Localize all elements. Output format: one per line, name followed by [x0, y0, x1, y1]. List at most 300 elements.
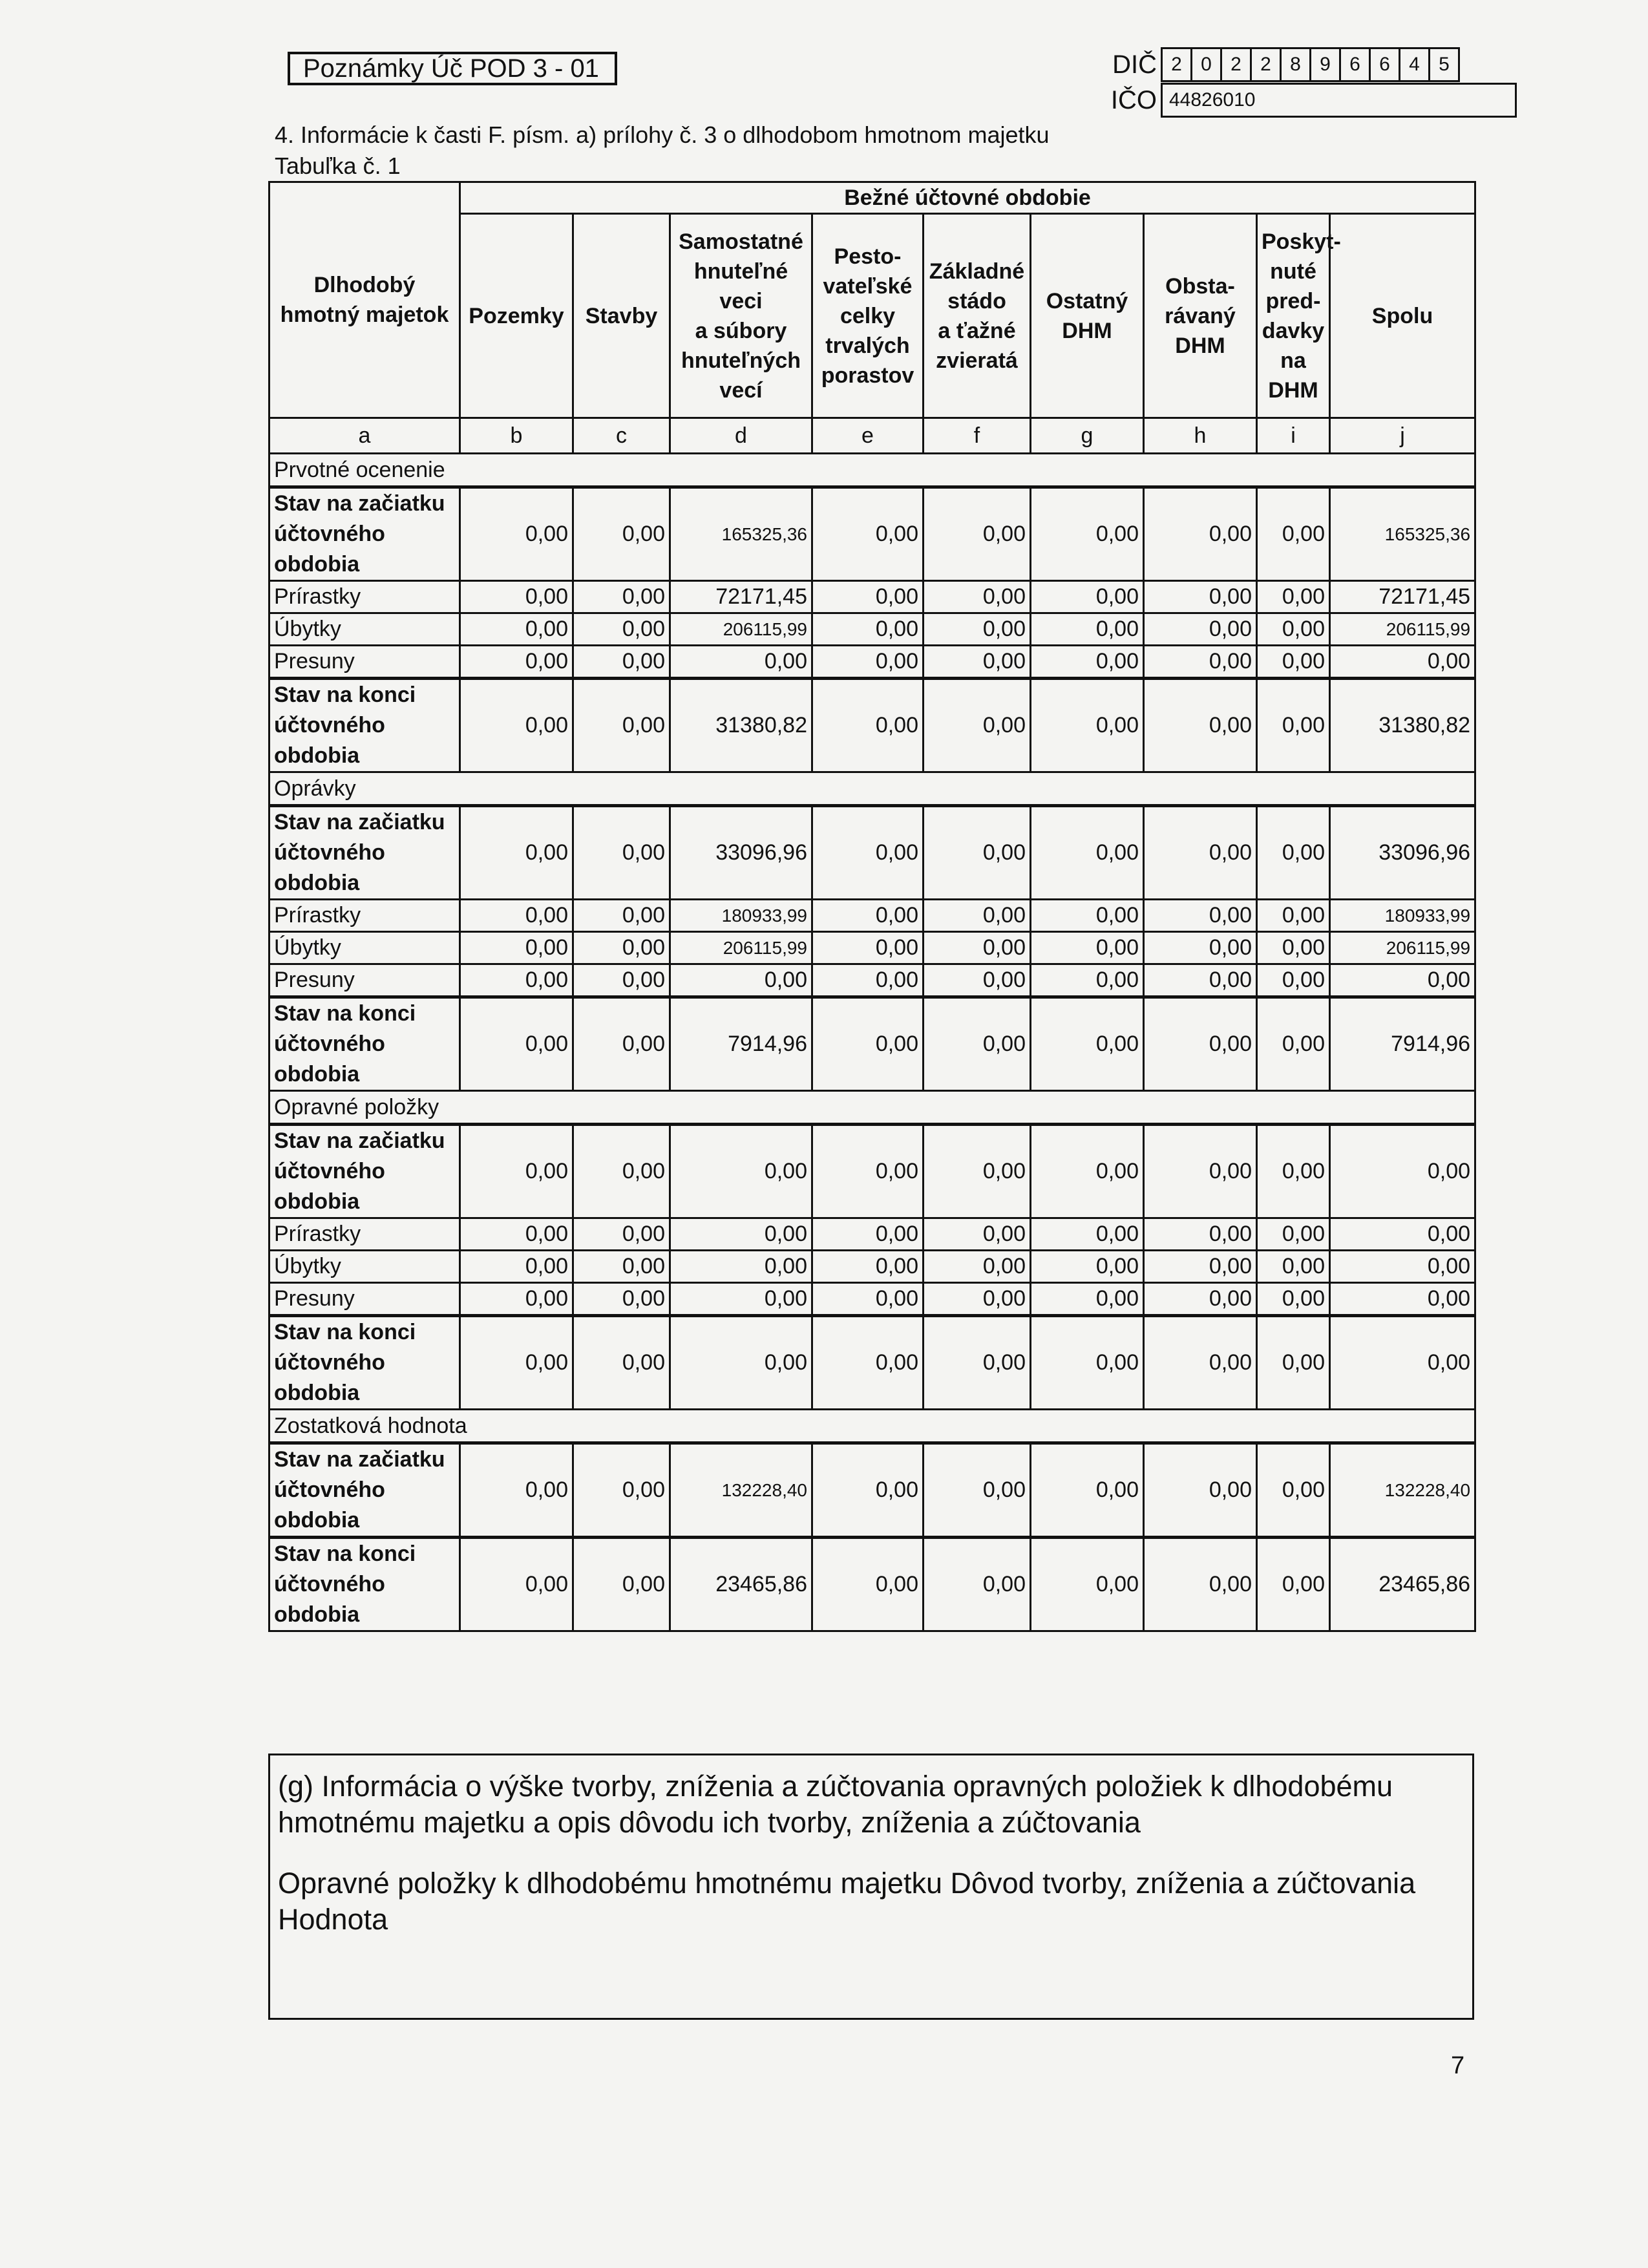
value-cell: 0,00: [924, 900, 1031, 932]
value-cell: 0,00: [1330, 964, 1475, 997]
value-cell: 180933,99: [1330, 900, 1475, 932]
page-number: 7: [1451, 2052, 1465, 2079]
intro-heading: 4. Informácie k časti F. písm. a) prílohy č. 3 o dlhodobom hmotnom majetku: [275, 122, 1050, 148]
long-term-tangible-assets-table: [268, 181, 1476, 1632]
value-cell: 0,00: [812, 613, 924, 646]
column-header-line: Poskyt-: [1262, 229, 1341, 254]
value-cell: 0,00: [924, 646, 1031, 679]
row-label: [269, 1125, 460, 1218]
value-cell: 0,00: [924, 997, 1031, 1091]
value-cell: 33096,96: [670, 806, 812, 900]
table-row: [269, 964, 1475, 997]
value-cell: 0,00: [573, 806, 670, 900]
column-header-line: Obsta-: [1165, 273, 1235, 299]
section-title: Zostatková hodnota: [269, 1410, 1475, 1443]
value-cell: 0,00: [1144, 1538, 1257, 1631]
value-cell: 165325,36: [670, 487, 812, 581]
column-header: [670, 214, 812, 418]
value-cell: 0,00: [812, 1251, 924, 1283]
column-header-line: celky: [840, 303, 896, 328]
value-cell: 0,00: [1257, 487, 1330, 581]
value-cell: 0,00: [573, 679, 670, 772]
value-cell: 0,00: [812, 581, 924, 613]
value-cell: 0,00: [1144, 932, 1257, 964]
value-cell: 0,00: [1330, 1251, 1475, 1283]
value-cell: 0,00: [1031, 1443, 1144, 1538]
value-cell: 206115,99: [670, 932, 812, 964]
row-label-line: Prírastky: [274, 903, 361, 927]
dic-digit: 2: [1162, 48, 1192, 81]
value-cell: 23465,86: [1330, 1538, 1475, 1631]
row-label-line: Stav na začiatku: [274, 491, 445, 516]
section-title: Prvotné ocenenie: [269, 454, 1475, 487]
value-cell: 0,00: [1257, 932, 1330, 964]
row-label-line: účtovného: [274, 1572, 385, 1596]
column-letter: c: [573, 418, 670, 454]
row-label-line: obdobia: [274, 1189, 360, 1214]
value-cell: 0,00: [1031, 487, 1144, 581]
value-cell: 0,00: [1330, 1218, 1475, 1251]
value-cell: 0,00: [1257, 646, 1330, 679]
value-cell: 0,00: [1144, 1125, 1257, 1218]
row-label-line: obdobia: [274, 552, 360, 577]
value-cell: 0,00: [812, 1125, 924, 1218]
value-cell: 0,00: [924, 1316, 1031, 1410]
table-row: [269, 1538, 1475, 1631]
value-cell: 0,00: [924, 1251, 1031, 1283]
row-label-line: Úbytky: [274, 1254, 341, 1278]
value-cell: 0,00: [812, 1443, 924, 1538]
value-cell: 0,00: [924, 679, 1031, 772]
section-row: [269, 1091, 1475, 1125]
value-cell: 0,00: [573, 1443, 670, 1538]
table-row: [269, 613, 1475, 646]
value-cell: 0,00: [1257, 964, 1330, 997]
column-header-line: a súbory: [695, 318, 787, 343]
row-label: [269, 613, 460, 646]
table-row: [269, 932, 1475, 964]
value-cell: 0,00: [924, 1125, 1031, 1218]
table-intro: [275, 120, 1050, 182]
row-label-line: Stav na konci: [274, 1001, 416, 1026]
value-cell: 0,00: [812, 997, 924, 1091]
row-label-line: obdobia: [274, 1062, 360, 1086]
value-cell: 0,00: [1031, 1218, 1144, 1251]
row-label-line: Stav na konci: [274, 1320, 416, 1344]
ico-label: IČO: [1110, 85, 1157, 114]
section-row: [269, 454, 1475, 487]
value-cell: 0,00: [924, 932, 1031, 964]
provisions-info-box: [268, 1754, 1474, 2020]
column-letter: h: [1144, 418, 1257, 454]
table-row: [269, 997, 1475, 1091]
column-header-line: hnuteľné: [693, 259, 788, 284]
row-header-line: Dlhodobý: [313, 273, 416, 297]
column-header-line: hnuteľných: [681, 348, 801, 373]
table-row: [269, 487, 1475, 581]
value-cell: 0,00: [812, 1218, 924, 1251]
column-header-line: davky: [1262, 318, 1325, 343]
value-cell: 0,00: [573, 1251, 670, 1283]
value-cell: 0,00: [670, 1251, 812, 1283]
dic-digit: 0: [1192, 48, 1221, 81]
row-label-line: Stav na začiatku: [274, 1129, 445, 1153]
value-cell: 0,00: [812, 487, 924, 581]
value-cell: 0,00: [460, 1218, 573, 1251]
value-cell: 0,00: [460, 1251, 573, 1283]
value-cell: 0,00: [1144, 581, 1257, 613]
value-cell: 0,00: [1257, 997, 1330, 1091]
period-header: Bežné účtovné obdobie: [460, 182, 1475, 214]
column-header: [924, 214, 1031, 418]
row-label-line: Prírastky: [274, 1222, 361, 1246]
value-cell: 0,00: [924, 1218, 1031, 1251]
value-cell: 0,00: [1330, 1283, 1475, 1316]
value-cell: 0,00: [924, 964, 1031, 997]
row-label: [269, 1283, 460, 1316]
value-cell: 0,00: [1144, 1316, 1257, 1410]
value-cell: 206115,99: [670, 613, 812, 646]
dic-digit: 5: [1430, 48, 1459, 81]
table-row: [269, 646, 1475, 679]
column-header-line: Spolu: [1371, 303, 1433, 328]
value-cell: 0,00: [1031, 1125, 1144, 1218]
dic-digit: 9: [1311, 48, 1340, 81]
row-label-line: účtovného: [274, 1478, 385, 1502]
value-cell: 0,00: [1257, 613, 1330, 646]
row-label-line: Úbytky: [274, 935, 341, 960]
section-row: [269, 1410, 1475, 1443]
column-letter: b: [460, 418, 573, 454]
form-reference: Poznámky Úč POD 3 - 01: [288, 52, 617, 85]
column-letter: e: [812, 418, 924, 454]
column-header-line: DHM: [1062, 318, 1112, 343]
column-letter: f: [924, 418, 1031, 454]
value-cell: 0,00: [573, 1283, 670, 1316]
value-cell: 0,00: [670, 1125, 812, 1218]
value-cell: 33096,96: [1330, 806, 1475, 900]
value-cell: 72171,45: [1330, 581, 1475, 613]
value-cell: 23465,86: [670, 1538, 812, 1631]
value-cell: 0,00: [812, 1316, 924, 1410]
column-header-line: vateľské: [823, 273, 913, 299]
value-cell: 0,00: [1144, 1283, 1257, 1316]
value-cell: 165325,36: [1330, 487, 1475, 581]
value-cell: 0,00: [924, 581, 1031, 613]
provisions-info-heading: (g) Informácia o výške tvorby, zníženia a zúčtovania opravných položiek k dlhodobému hmotnému majetku a opis dôvodu ich tvorby, zníženia a zúčtovania: [278, 1770, 1393, 1839]
value-cell: 0,00: [1257, 1316, 1330, 1410]
dic-digit: 8: [1281, 48, 1311, 81]
table-row: [269, 1125, 1475, 1218]
column-letter: d: [670, 418, 812, 454]
row-label: [269, 806, 460, 900]
value-cell: 0,00: [1257, 679, 1330, 772]
column-header: [1330, 214, 1475, 418]
value-cell: 0,00: [460, 1443, 573, 1538]
row-label-line: účtovného: [274, 1032, 385, 1056]
value-cell: 132228,40: [670, 1443, 812, 1538]
dic-field: [1108, 47, 1460, 82]
column-header-line: veci: [719, 288, 763, 313]
row-label: [269, 997, 460, 1091]
section-title: Oprávky: [269, 772, 1475, 806]
column-header-line: vecí: [719, 377, 763, 403]
row-label-line: účtovného: [274, 1159, 385, 1183]
value-cell: 0,00: [573, 1125, 670, 1218]
value-cell: 0,00: [924, 806, 1031, 900]
value-cell: 0,00: [460, 613, 573, 646]
column-letter: g: [1031, 418, 1144, 454]
column-header-line: zvieratá: [936, 348, 1018, 373]
value-cell: 0,00: [1330, 646, 1475, 679]
column-header: [1031, 214, 1144, 418]
value-cell: 0,00: [1330, 1316, 1475, 1410]
row-label-line: účtovného: [274, 1350, 385, 1375]
column-header: [812, 214, 924, 418]
value-cell: 0,00: [460, 646, 573, 679]
value-cell: 0,00: [573, 487, 670, 581]
row-label: [269, 487, 460, 581]
row-label-line: obdobia: [274, 1508, 360, 1532]
value-cell: 0,00: [460, 581, 573, 613]
value-cell: 0,00: [812, 646, 924, 679]
value-cell: 0,00: [812, 932, 924, 964]
row-label-line: obdobia: [274, 871, 360, 895]
value-cell: 0,00: [1257, 1443, 1330, 1538]
column-header-line: Stavby: [585, 303, 658, 328]
row-label-line: účtovného: [274, 713, 385, 737]
value-cell: 0,00: [812, 679, 924, 772]
column-header-line: Základné: [929, 259, 1025, 284]
column-header-line: Pesto-: [834, 244, 902, 269]
value-cell: 0,00: [1257, 1283, 1330, 1316]
table-row: [269, 806, 1475, 900]
row-label: [269, 1218, 460, 1251]
value-cell: 0,00: [1144, 679, 1257, 772]
value-cell: 0,00: [670, 1283, 812, 1316]
column-header-line: a ťažné: [938, 318, 1016, 343]
column-header-line: rávaný: [1165, 303, 1236, 328]
value-cell: 0,00: [460, 997, 573, 1091]
column-header-line: DHM: [1175, 333, 1225, 358]
value-cell: 0,00: [1031, 806, 1144, 900]
value-cell: 0,00: [1031, 1538, 1144, 1631]
row-label: [269, 900, 460, 932]
column-header-line: Ostatný: [1046, 288, 1128, 313]
value-cell: 180933,99: [670, 900, 812, 932]
value-cell: 0,00: [1031, 1251, 1144, 1283]
value-cell: 0,00: [573, 900, 670, 932]
row-label-line: Prírastky: [274, 584, 361, 609]
value-cell: 0,00: [1330, 1125, 1475, 1218]
column-header: [1257, 214, 1341, 418]
row-label: [269, 1443, 460, 1538]
dic-digit: 2: [1221, 48, 1251, 81]
value-cell: 0,00: [812, 964, 924, 997]
row-label-line: Presuny: [274, 968, 355, 992]
value-cell: 0,00: [924, 1443, 1031, 1538]
ico-value: 44826010: [1162, 84, 1516, 117]
value-cell: 0,00: [460, 487, 573, 581]
row-header-line: hmotný majetok: [280, 302, 449, 327]
dic-digit: 4: [1400, 48, 1430, 81]
value-cell: 206115,99: [1330, 613, 1475, 646]
value-cell: 0,00: [573, 1538, 670, 1631]
column-letter: a: [269, 418, 460, 454]
value-cell: 0,00: [1257, 581, 1330, 613]
value-cell: 0,00: [460, 679, 573, 772]
row-label-line: Stav na začiatku: [274, 810, 445, 834]
value-cell: 0,00: [573, 964, 670, 997]
value-cell: 0,00: [1144, 1218, 1257, 1251]
ico-field: [1108, 83, 1517, 118]
value-cell: 0,00: [1257, 1538, 1330, 1631]
value-cell: 0,00: [573, 1316, 670, 1410]
value-cell: 0,00: [460, 1316, 573, 1410]
value-cell: 72171,45: [670, 581, 812, 613]
value-cell: 0,00: [1031, 646, 1144, 679]
value-cell: 0,00: [924, 613, 1031, 646]
value-cell: 0,00: [460, 900, 573, 932]
value-cell: 7914,96: [1330, 997, 1475, 1091]
value-cell: 0,00: [1257, 806, 1330, 900]
value-cell: 0,00: [670, 964, 812, 997]
row-label-line: účtovného: [274, 840, 385, 865]
value-cell: 132228,40: [1330, 1443, 1475, 1538]
column-letter: i: [1257, 418, 1330, 454]
column-header-line: porastov: [821, 363, 914, 388]
section-title: Opravné položky: [269, 1091, 1475, 1125]
table-row: [269, 1316, 1475, 1410]
value-cell: 0,00: [1031, 997, 1144, 1091]
row-label: [269, 646, 460, 679]
column-header: [573, 214, 670, 418]
value-cell: 0,00: [460, 806, 573, 900]
row-label: [269, 1316, 460, 1410]
value-cell: 0,00: [1031, 932, 1144, 964]
value-cell: 0,00: [1257, 900, 1330, 932]
dic-digit: 6: [1340, 48, 1370, 81]
row-label-line: Stav na konci: [274, 1542, 416, 1566]
table-row: [269, 581, 1475, 613]
value-cell: 0,00: [1144, 613, 1257, 646]
value-cell: 0,00: [1031, 613, 1144, 646]
column-header-line: na DHM: [1268, 348, 1318, 403]
value-cell: 0,00: [573, 581, 670, 613]
row-label: [269, 581, 460, 613]
value-cell: 0,00: [670, 1316, 812, 1410]
value-cell: 0,00: [573, 932, 670, 964]
row-header: [269, 182, 460, 418]
dic-digit: 6: [1370, 48, 1400, 81]
column-header: [1144, 214, 1257, 418]
table-row: [269, 679, 1475, 772]
table-row: [269, 1283, 1475, 1316]
column-header-line: trvalých: [825, 333, 910, 358]
value-cell: 0,00: [1144, 1251, 1257, 1283]
value-cell: 0,00: [670, 1218, 812, 1251]
value-cell: 0,00: [1144, 997, 1257, 1091]
table-row: [269, 1218, 1475, 1251]
column-header-line: pred-: [1265, 288, 1321, 313]
table-row: [269, 900, 1475, 932]
row-label-line: Úbytky: [274, 617, 341, 641]
value-cell: 0,00: [812, 900, 924, 932]
value-cell: 0,00: [1144, 806, 1257, 900]
value-cell: 0,00: [460, 1538, 573, 1631]
dic-label: DIČ: [1112, 50, 1157, 79]
value-cell: 0,00: [812, 1538, 924, 1631]
dic-digit: 2: [1251, 48, 1281, 81]
row-label-line: Presuny: [274, 649, 355, 673]
value-cell: 0,00: [924, 487, 1031, 581]
row-label: [269, 964, 460, 997]
row-label: [269, 679, 460, 772]
value-cell: 0,00: [1144, 487, 1257, 581]
value-cell: 31380,82: [1330, 679, 1475, 772]
value-cell: 0,00: [573, 646, 670, 679]
value-cell: 0,00: [460, 932, 573, 964]
value-cell: 0,00: [1257, 1125, 1330, 1218]
value-cell: 0,00: [1144, 646, 1257, 679]
value-cell: 0,00: [924, 1538, 1031, 1631]
value-cell: 0,00: [573, 1218, 670, 1251]
table-row: [269, 1251, 1475, 1283]
column-header-line: stádo: [947, 288, 1006, 313]
value-cell: 0,00: [460, 1125, 573, 1218]
row-label-line: Presuny: [274, 1286, 355, 1311]
value-cell: 0,00: [1144, 964, 1257, 997]
value-cell: 0,00: [1144, 900, 1257, 932]
row-label: [269, 1538, 460, 1631]
value-cell: 0,00: [573, 997, 670, 1091]
value-cell: 0,00: [1144, 1443, 1257, 1538]
value-cell: 0,00: [812, 806, 924, 900]
column-header-line: Pozemky: [469, 303, 564, 328]
value-cell: 0,00: [1031, 581, 1144, 613]
value-cell: 0,00: [1257, 1251, 1330, 1283]
table-number: Tabuľka č. 1: [275, 153, 401, 179]
value-cell: 31380,82: [670, 679, 812, 772]
value-cell: 0,00: [1031, 964, 1144, 997]
column-header: [460, 214, 573, 418]
value-cell: 0,00: [1031, 900, 1144, 932]
row-label: [269, 1251, 460, 1283]
value-cell: 0,00: [460, 964, 573, 997]
value-cell: 206115,99: [1330, 932, 1475, 964]
provisions-info-columns: Opravné položky k dlhodobému hmotnému majetku Dôvod tvorby, zníženia a zúčtovania Hodnota: [278, 1867, 1416, 1936]
value-cell: 0,00: [924, 1283, 1031, 1316]
column-header-line: Samostatné: [679, 229, 803, 254]
value-cell: 0,00: [1031, 1316, 1144, 1410]
value-cell: 0,00: [460, 1283, 573, 1316]
value-cell: 0,00: [812, 1283, 924, 1316]
row-label-line: obdobia: [274, 1381, 360, 1405]
value-cell: 0,00: [573, 613, 670, 646]
row-label-line: Stav na začiatku: [274, 1447, 445, 1472]
row-label-line: obdobia: [274, 743, 360, 768]
value-cell: 0,00: [1257, 1218, 1330, 1251]
row-label-line: obdobia: [274, 1602, 360, 1627]
row-label-line: účtovného: [274, 522, 385, 546]
value-cell: 0,00: [670, 646, 812, 679]
value-cell: 0,00: [1031, 679, 1144, 772]
column-letter: j: [1330, 418, 1475, 454]
value-cell: 0,00: [1031, 1283, 1144, 1316]
table-row: [269, 1443, 1475, 1538]
section-row: [269, 772, 1475, 806]
row-label: [269, 932, 460, 964]
